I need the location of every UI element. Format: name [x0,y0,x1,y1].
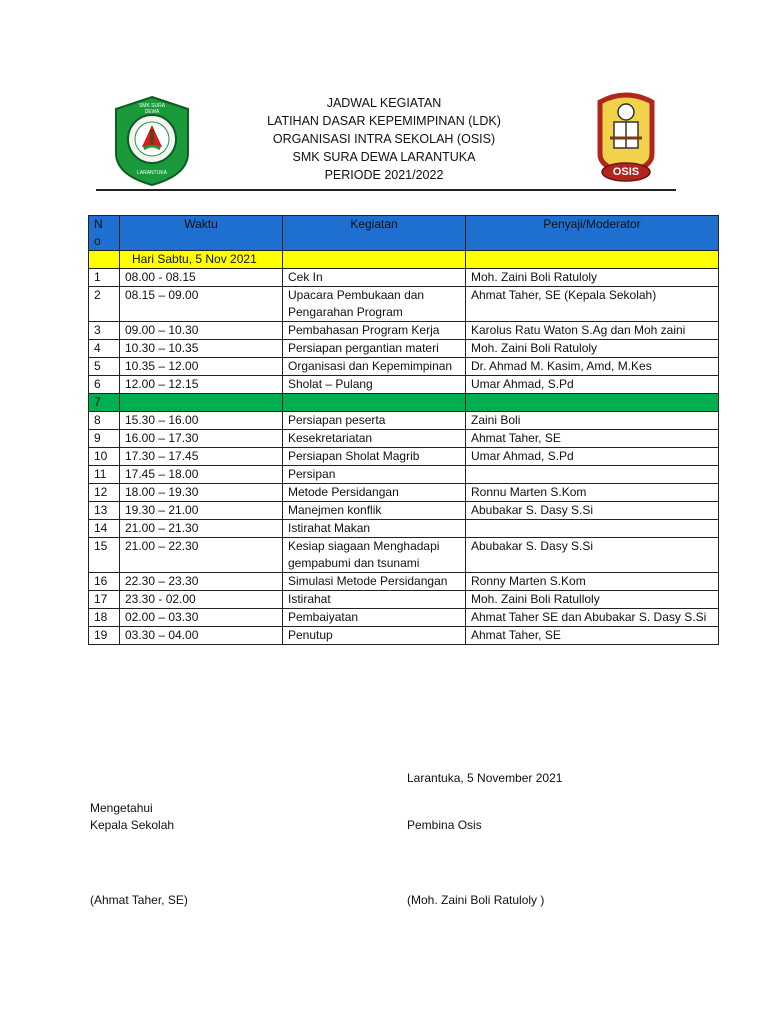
table-row [89,322,719,340]
cell-waktu: 21.00 – 22.30 [120,538,283,573]
cell-penyaji: Dr. Ahmad M. Kasim, Amd, M.Kes [466,358,719,376]
cell-no: 19 [89,627,120,645]
cell-kegiatan: Sholat – Pulang [283,376,466,394]
table-row [89,430,719,448]
cell-waktu: 18.00 – 19.30 [120,484,283,502]
cell-penyaji: Abubakar S. Dasy S.Si [466,502,719,520]
cell-no: 11 [89,466,120,484]
table-row [89,358,719,376]
table-row [89,520,719,538]
table-row [89,376,719,394]
kepala-sekolah-label: Kepala Sekolah [90,818,175,832]
cell-waktu: 08.00 - 08.15 [120,269,283,287]
table-row [89,538,719,573]
cell-no: 15 [89,538,120,573]
cell-penyaji: Ahmat Taher, SE [466,430,719,448]
cell-kegiatan: Simulasi Metode Persidangan [283,573,466,591]
header-title: JADWAL KEGIATAN [326,96,442,110]
cell-no: 5 [89,358,120,376]
cell-kegiatan: Persiapan peserta [283,412,466,430]
day-row [89,251,719,269]
cell-no: 17 [89,591,120,609]
col-header-waktu: Waktu [120,216,283,251]
cell-kegiatan: Organisasi dan Kepemimpinan [283,358,466,376]
cell-waktu: 16.00 – 17.30 [120,430,283,448]
school-logo-top-text: SMK SURA DEWA [138,103,166,115]
cell-waktu: 15.30 – 16.00 [120,412,283,430]
table-row [89,627,719,645]
cell-no: 12 [89,484,120,502]
cell-penyaji: Ronny Marten S.Kom [466,573,719,591]
break-row [89,394,719,412]
cell-penyaji: Moh. Zaini Boli Ratuloly [466,269,719,287]
cell-kegiatan: Persiapan pergantian materi [283,340,466,358]
header-program: LATIHAN DASAR KEPEMIMPINAN (LDK) [267,114,501,128]
cell-kegiatan: Persipan [283,466,466,484]
place-date: Larantuka, 5 November 2021 [407,771,563,785]
cell-no: 10 [89,448,120,466]
col-header-no: No [89,216,120,251]
cell-penyaji: Moh. Zaini Boli Ratuloly [466,340,719,358]
cell-no: 9 [89,430,120,448]
cell-penyaji: Abubakar S. Dasy S.Si [466,538,719,573]
cell-no: 3 [89,322,120,340]
col-header-penyaji: Penyaji/Moderator [466,216,719,251]
cell-penyaji [466,520,719,538]
cell-kegiatan: Istirahat [283,591,466,609]
cell-penyaji: Ahmat Taher, SE (Kepala Sekolah) [466,287,719,322]
cell-penyaji: Ronnu Marten S.Kom [466,484,719,502]
cell-no: 7 [89,394,120,412]
mengetahui-label: Mengetahui [90,801,153,815]
cell-waktu: 03.30 – 04.00 [120,627,283,645]
header-divider [96,189,676,191]
cell-no: 2 [89,287,120,322]
cell-penyaji: Ahmat Taher SE dan Abubakar S. Dasy S.Si [466,609,719,627]
table-row [89,573,719,591]
cell-waktu: 21.00 – 21.30 [120,520,283,538]
cell-no: 13 [89,502,120,520]
cell-kegiatan: Manejmen konflik [283,502,466,520]
cell-waktu: 17.30 – 17.45 [120,448,283,466]
table-row [89,502,719,520]
document-header [0,94,768,184]
cell-penyaji: Zaini Boli [466,412,719,430]
cell-no: 18 [89,609,120,627]
table-row [89,287,719,322]
cell-kegiatan: Cek In [283,269,466,287]
table-row [89,466,719,484]
cell-waktu: 02.00 – 03.30 [120,609,283,627]
cell-penyaji: Moh. Zaini Boli Ratulloly [466,591,719,609]
school-logo-bottom-text: LARANTUKA [136,170,167,176]
cell-kegiatan: Istirahat Makan [283,520,466,538]
cell-penyaji [466,466,719,484]
cell-no: 8 [89,412,120,430]
cell-waktu: 12.00 – 12.15 [120,376,283,394]
cell-kegiatan: Kesiap siagaan Menghadapi gempabumi dan tsunami [283,538,466,573]
header-period: PERIODE 2021/2022 [324,168,444,182]
cell-penyaji: Ahmat Taher, SE [466,627,719,645]
table-header-row [89,216,719,251]
cell-penyaji: Karolus Ratu Waton S.Ag dan Moh zaini [466,322,719,340]
table-row [89,412,719,430]
cell-waktu: 17.45 – 18.00 [120,466,283,484]
cell-no: 6 [89,376,120,394]
signature-left: (Ahmat Taher, SE) [90,893,188,907]
signature-right: (Moh. Zaini Boli Ratuloly ) [407,893,545,907]
table-row [89,448,719,466]
cell-kegiatan: Pembaiyatan [283,609,466,627]
cell-waktu: 08.15 – 09.00 [120,287,283,322]
cell-waktu: 10.35 – 12.00 [120,358,283,376]
cell-kegiatan: Penutup [283,627,466,645]
cell-no: 14 [89,520,120,538]
cell-waktu: 10.30 – 10.35 [120,340,283,358]
cell-kegiatan: Pembahasan Program Kerja [283,322,466,340]
table-row [89,340,719,358]
cell-waktu: 23.30 - 02.00 [120,591,283,609]
table-row [89,591,719,609]
cell-kegiatan: Metode Persidangan [283,484,466,502]
cell-kegiatan: Kesekretariatan [283,430,466,448]
cell-waktu: 22.30 – 23.30 [120,573,283,591]
col-header-kegiatan: Kegiatan [283,216,466,251]
cell-no: 16 [89,573,120,591]
cell-waktu: 19.30 – 21.00 [120,502,283,520]
table-row [89,609,719,627]
cell-no: 1 [89,269,120,287]
cell-penyaji: Umar Ahmad, S.Pd [466,448,719,466]
header-school: SMK SURA DEWA LARANTUKA [292,150,476,164]
osis-badge-text: OSIS [612,166,640,178]
cell-kegiatan: Persiapan Sholat Magrib [283,448,466,466]
cell-no: 4 [89,340,120,358]
cell-kegiatan: Upacara Pembukaan dan Pengarahan Program [283,287,466,322]
table-row [89,269,719,287]
pembina-osis-label: Pembina Osis [407,818,482,832]
day-label: Hari Sabtu, 5 Nov 2021 [120,251,283,269]
header-organization: ORGANISASI INTRA SEKOLAH (OSIS) [272,132,496,146]
cell-waktu: 09.00 – 10.30 [120,322,283,340]
schedule-table [88,215,719,645]
cell-penyaji: Umar Ahmad, S.Pd [466,376,719,394]
table-row [89,484,719,502]
